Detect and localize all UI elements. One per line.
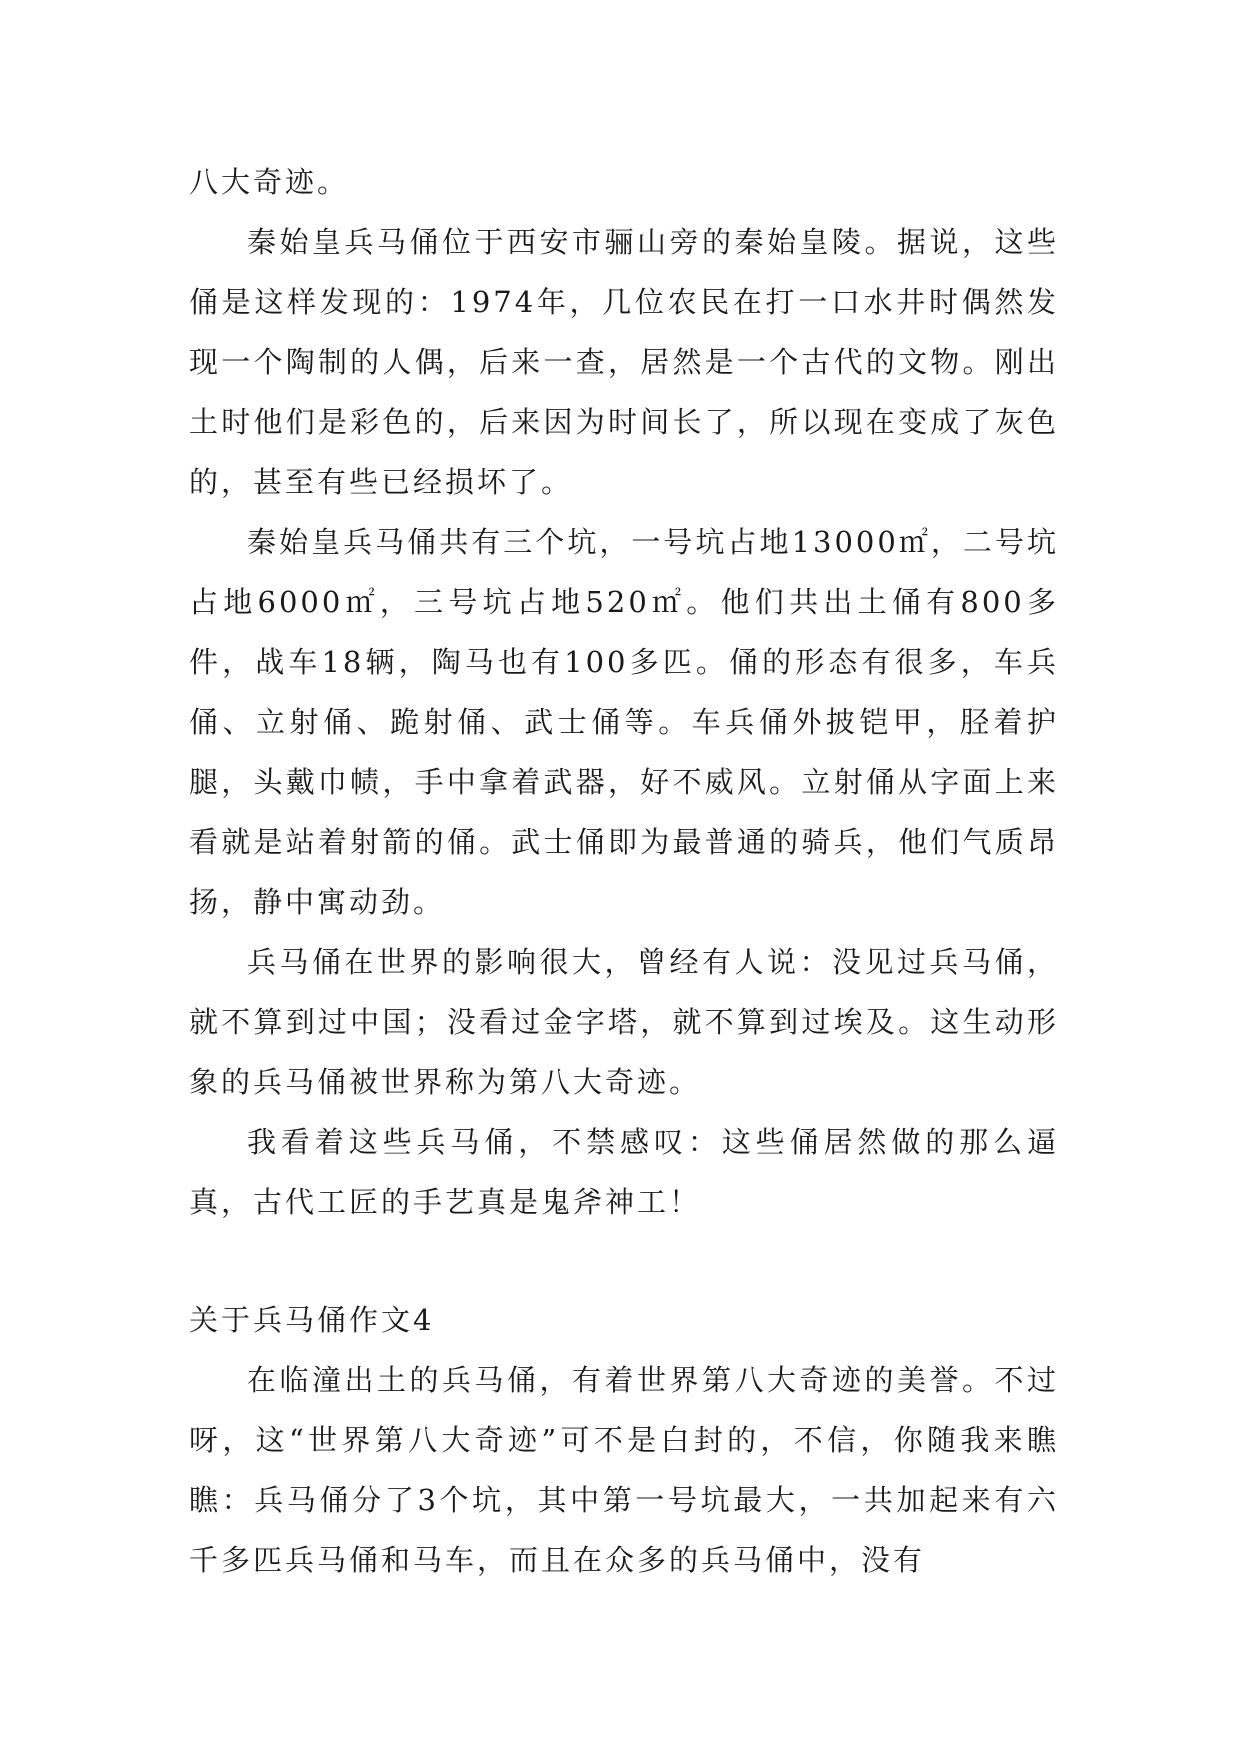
document-body [189,152,1059,1590]
paragraph-continuation: 八大奇迹。 [189,165,350,199]
paragraph-discovery: 秦始皇兵马俑位于西安市骊山旁的秦始皇陵。据说，这些俑是这样发现的：1974年，几位农民在打一口水井时偶然发现一个陶制的人偶，后来一查，居然是一个古代的文物。刚出土时他们是彩色的，后来因为时间长了，所以现在变成了灰色的，甚至有些已经损坏了。 [189,225,1059,499]
paragraph-influence: 兵马俑在世界的影响很大，曾经有人说：没见过兵马俑，就不算到过中国；没看过金字塔，就不算到过埃及。这生动形象的兵马俑被世界称为第八大奇迹。 [189,945,1059,1099]
section-title: 关于兵马俑作文4 [189,1303,435,1337]
paragraph-essay4-intro: 在临潼出土的兵马俑，有着世界第八大奇迹的美誉。不过呀，这“世界第八大奇迹”可不是白封的，不信，你随我来瞧瞧：兵马俑分了3个坑，其中第一号坑最大，一共加起来有六千多匹兵马俑和马车，而且在众多的兵马俑中，没有 [189,1363,1059,1577]
paragraph-conclusion: 我看着这些兵马俑，不禁感叹：这些俑居然做的那么逼真，古代工匠的手艺真是鬼斧神工！ [189,1125,1059,1219]
paragraph-pits: 秦始皇兵马俑共有三个坑，一号坑占地13000㎡，二号坑占地6000㎡，三号坑占地520㎡。他们共出土俑有800多件，战车18辆，陶马也有100多匹。俑的形态有很多，车兵俑、立射俑、跪射俑、武士俑等。车兵俑外披铠甲，胫着护腿，头戴巾帻，手中拿着武器，好不威风。立射俑从字面上来看就是站着射箭的俑。武士俑即为最普通的骑兵，他们气质昂扬，静中寓动劲。 [189,525,1059,919]
